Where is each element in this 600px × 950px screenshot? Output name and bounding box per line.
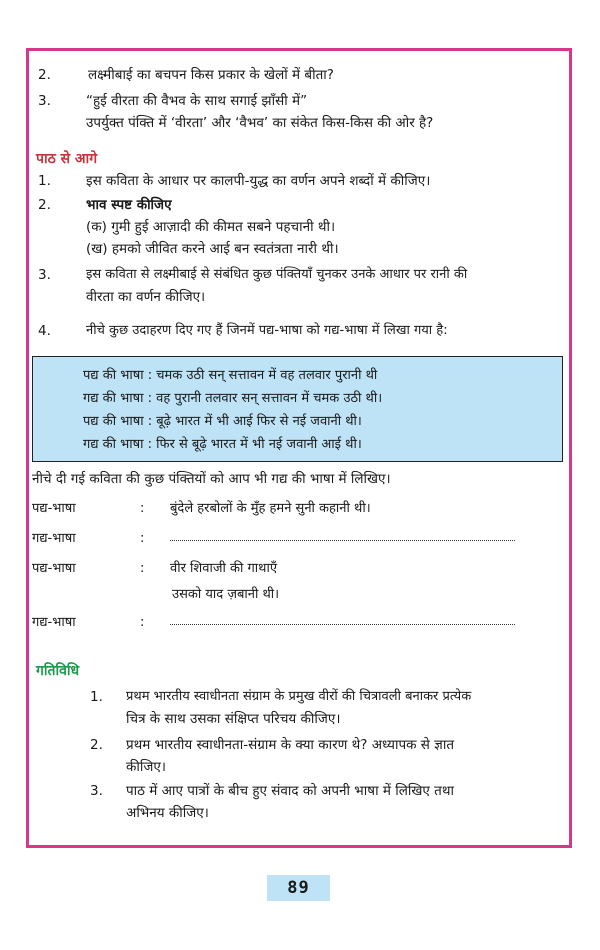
example-line: गद्य की भाषा : फिर से बूढ़े भारत में भी नई जवानी आई थी। <box>83 437 362 452</box>
example-line: पद्य की भाषा : बूढ़े भारत में भी आई फिर से नई जवानी थी। <box>83 414 362 429</box>
activity-text: अभिनय कीजिए। <box>126 805 209 821</box>
sub-question: (ख) हमको जीवित करने आई बन स्वतंत्रता नारी थी। <box>86 241 339 257</box>
row-label: पद्य-भाषा <box>32 501 76 516</box>
row-value: बुंदेले हरबोलों के मुँह हमने सुनी कहानी थी। <box>170 501 371 516</box>
row-colon: : <box>140 615 145 630</box>
row-label: गद्य-भाषा <box>32 531 76 546</box>
question-text: नीचे कुछ उदाहरण दिए गए हैं जिनमें पद्य-भाषा को गद्य-भाषा में लिखा गया है: <box>86 323 448 338</box>
example-line: गद्य की भाषा : वह पुरानी तलवार सन् सत्तावन में चमक उठी थी। <box>83 391 383 406</box>
example-line: पद्य की भाषा : चमक उठी सन् सत्तावन में वह तलवार पुरानी थी <box>83 368 378 383</box>
question-text: भाव स्पष्ट कीजिए <box>86 197 172 213</box>
row-value: वीर शिवाजी की गाथाएँ <box>170 561 278 576</box>
question-number: 4. <box>38 323 51 339</box>
question-text: इस कविता के आधार पर कालपी-युद्ध का वर्णन अपने शब्दों में कीजिए। <box>86 173 431 189</box>
exercise-instruction: नीचे दी गई कविता की कुछ पंक्तियों को आप भी गद्य की भाषा में लिखिए। <box>32 471 391 487</box>
page-number: 89 <box>267 875 330 901</box>
activity-number: 3. <box>90 783 103 799</box>
activity-number: 1. <box>90 689 103 705</box>
row-value: उसको याद ज़बानी थी। <box>172 587 280 602</box>
row-colon: : <box>140 501 145 516</box>
row-label: पद्य-भाषा <box>32 561 76 576</box>
question-text: लक्ष्मीबाई का बचपन किस प्रकार के खेलों में बीता? <box>88 67 334 83</box>
question-text: “हुई वीरता की वैभव के साथ सगाई झाँसी में” <box>86 93 308 109</box>
sub-question: (क) गुमी हुई आज़ादी की कीमत सबने पहचानी थी। <box>86 219 336 235</box>
question-number: 2. <box>38 197 51 213</box>
activity-text: प्रथम भारतीय स्वाधीनता संग्राम के प्रमुख वीरों की चित्रावली बनाकर प्रत्येक <box>126 689 472 704</box>
activity-text: प्रथम भारतीय स्वाधीनता-संग्राम के क्या कारण थे? अध्यापक से ज्ञात <box>126 737 455 753</box>
question-number: 3. <box>38 93 51 109</box>
activity-text: पाठ में आए पात्रों के बीच हुए संवाद को अपनी भाषा में लिखिए तथा <box>126 783 454 799</box>
question-number: 1. <box>38 173 51 189</box>
answer-line[interactable] <box>170 614 515 625</box>
question-number: 2. <box>38 67 51 83</box>
question-text: उपर्युक्त पंक्ति में ‘वीरता’ और ‘वैभव’ का संकेत किस-किस की ओर है? <box>86 115 434 131</box>
row-colon: : <box>140 531 145 546</box>
activity-text: कीजिए। <box>126 759 166 775</box>
answer-line[interactable] <box>170 530 515 541</box>
activity-text: चित्र के साथ उसका संक्षिप्त परिचय कीजिए। <box>126 711 341 727</box>
row-label: गद्य-भाषा <box>32 615 76 630</box>
question-text: वीरता का वर्णन कीजिए। <box>86 289 206 305</box>
section-heading: पाठ से आगे <box>36 151 98 167</box>
question-number: 3. <box>38 267 51 283</box>
activity-number: 2. <box>90 737 103 753</box>
row-colon: : <box>140 561 145 576</box>
example-box <box>32 356 563 462</box>
section-heading: गतिविधि <box>36 663 80 679</box>
question-text: इस कविता से लक्ष्मीबाई से संबंधित कुछ पंक्तियाँ चुनकर उनके आधार पर रानी की <box>86 267 468 282</box>
